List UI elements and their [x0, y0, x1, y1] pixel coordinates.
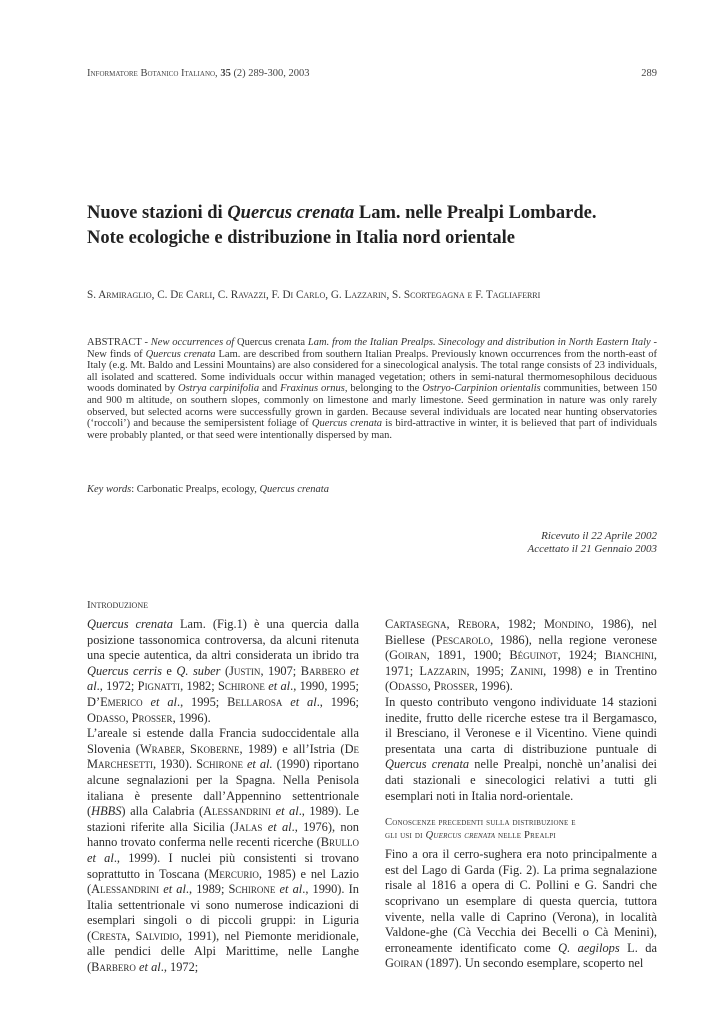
journal-name: Informatore Botanico Italiano,: [87, 68, 218, 79]
section-heading-introduction: Introduzione: [87, 599, 148, 611]
abstract: ABSTRACT - New occurrences of Quercus crenata Lam. from the Italian Prealps. Sinecology and distribution in North Eastern Italy - New finds of Quercus crenata Lam. are described from southern Italian Prealps. Previously known occurrences from the north-east of Italy (e.g. Mt. Baldo and Lessini Mountains) are also considered for a sinecological analysis. The total range consists of 23 individuals, all isolated and scattered. Some individuals occur within managed vegetation; others in semi-natural thermomesophilous deciduous woods dominated by Ostrya carpinifolia and Fraxinus ornus, belonging to the Ostryo-Carpinion orientalis communities, between 150 and 900 m altitude, on southern slopes, commonly on limestone and marly limestone. Seed germination in nature was only rarely observed, but selected acorns were successfully grown in garden. Because several individuals are located near hunting observatories (‘roccoli’) and because the semipersistent foliage of Quercus crenata is bird-attractive in winter, it is believed that part of individuals were probably planted, or that seed were intentionally dispersed by man.: [87, 337, 658, 441]
title-line-1: Nuove stazioni di Quercus crenata Lam. nelle Prealpi Lombarde.: [87, 203, 597, 223]
body-paragraph: Quercus crenata Lam. (Fig.1) è una quercia dalla posizione tassonomica controversa, da alcuni ritenuta una specie autentica, da altri considerata un ibrido tra Quercus cerris e Q. suber (Justin, 1907; Barbero et al., 1972; Pignatti, 1982; Schirone et al., 1990, 1995; D’Emerico et al., 1995; Bellarosa et al., 1996; Odasso, Prosser, 1996).: [87, 617, 359, 725]
body-column-right: [385, 617, 657, 972]
keywords-label: Key words: [87, 484, 132, 495]
body-column-left: [87, 599, 360, 976]
abstract-label: ABSTRACT -: [87, 337, 151, 348]
page-number: 289: [641, 68, 657, 79]
submission-dates: [400, 530, 657, 555]
keywords: Key words: Carbonatic Prealps, ecology, Quercus crenata: [87, 484, 329, 495]
title-species: Quercus crenata: [227, 203, 355, 223]
author-list: S. Armiraglio, C. De Carli, C. Ravazzi, F. Di Carlo, G. Lazzarin, S. Scortegagna e F. Tagliaferri: [87, 289, 541, 301]
paper-title: [87, 201, 647, 251]
issue-pages: (2) 289-300, 2003: [233, 68, 310, 79]
title-line-2: Note ecologiche e distribuzione in Italia nord orientale: [87, 228, 516, 248]
body-paragraph: L’areale si estende dalla Francia sudoccidentale alla Slovenia (Wraber, Skoberne, 1989) e all’Istria (De Marchesetti, 1930). Schirone et al. (1990) riportano alcune segnalazioni per la Spagna. Nella Penisola italiana è presente dall’Appennino settentrionale (HBBS) alla Calabria (Alessandrini et al., 1989). Le stazioni riferite alla Sicilia (Jalas et al., 1976), non hanno trovato conferma nelle recenti ricerche (Brullo et al., 1999). I nuclei più consistenti si trovano soprattutto in Toscana (Mercurio, 1985) e nel Lazio (Alessandrini et al., 1989; Schirone et al., 1990). In Italia settentrionale vi sono numerose indicazioni di esemplari singoli o di piccoli gruppi: in Liguria (Cresta, Salvidio, 1991), nel Piemonte meridionale, alle pendici delle Alpi Marittime, nelle Langhe (Barbero et al., 1972;: [87, 726, 360, 975]
volume-number: 35: [220, 68, 231, 79]
section-heading-previous-knowledge: Conoscenze precedenti sulla distribuzione e gli usi di Quercus crenata nelle Prealpi: [385, 817, 576, 842]
received-date: Ricevuto il 22 Aprile 2002: [541, 530, 657, 542]
body-paragraph: Fino a ora il cerro-sughera era noto principalmente a est del Lago di Garda (Fig. 2). La prima segnalazione risale al 1816 a opera di C. Pollini e G. Sandri che scoprivano un esemplare di questa quercia, tuttora vivente, nella valle di Caprino (Verona), in località Valdone-ghe (Cà Vecchia dei Becelli o Cà Menini), erroneamente identificato come Q. aegilops L. da Goiran (1897). Un secondo esemplare, scoperto nel: [385, 847, 658, 971]
body-paragraph: Cartasegna, Rebora, 1982; Mondino, 1986), nel Biellese (Pescarolo, 1986), nella regione veronese (Goiran, 1891, 1900; Béguinot, 1924; Bianchini, 1971; Lazzarin, 1995; Zanini, 1998) e in Trentino (Odasso, Prosser, 1996).: [385, 617, 658, 694]
body-paragraph: In questo contributo vengono individuate 14 stazioni inedite, frutto delle ricerche estese tra il Bergamasco, il Bresciano, il Veronese e il Vicentino. Viene quindi presentata una carta di distribuzione puntuale di Quercus crenata nelle Prealpi, nonchè un’analisi dei dati stazionali e sinecologici relativi a tutti gli esemplari noti in Italia nord-orientale.: [385, 694, 657, 803]
running-head: [87, 68, 657, 79]
accepted-date: Accettato il 21 Gennaio 2003: [527, 542, 657, 555]
